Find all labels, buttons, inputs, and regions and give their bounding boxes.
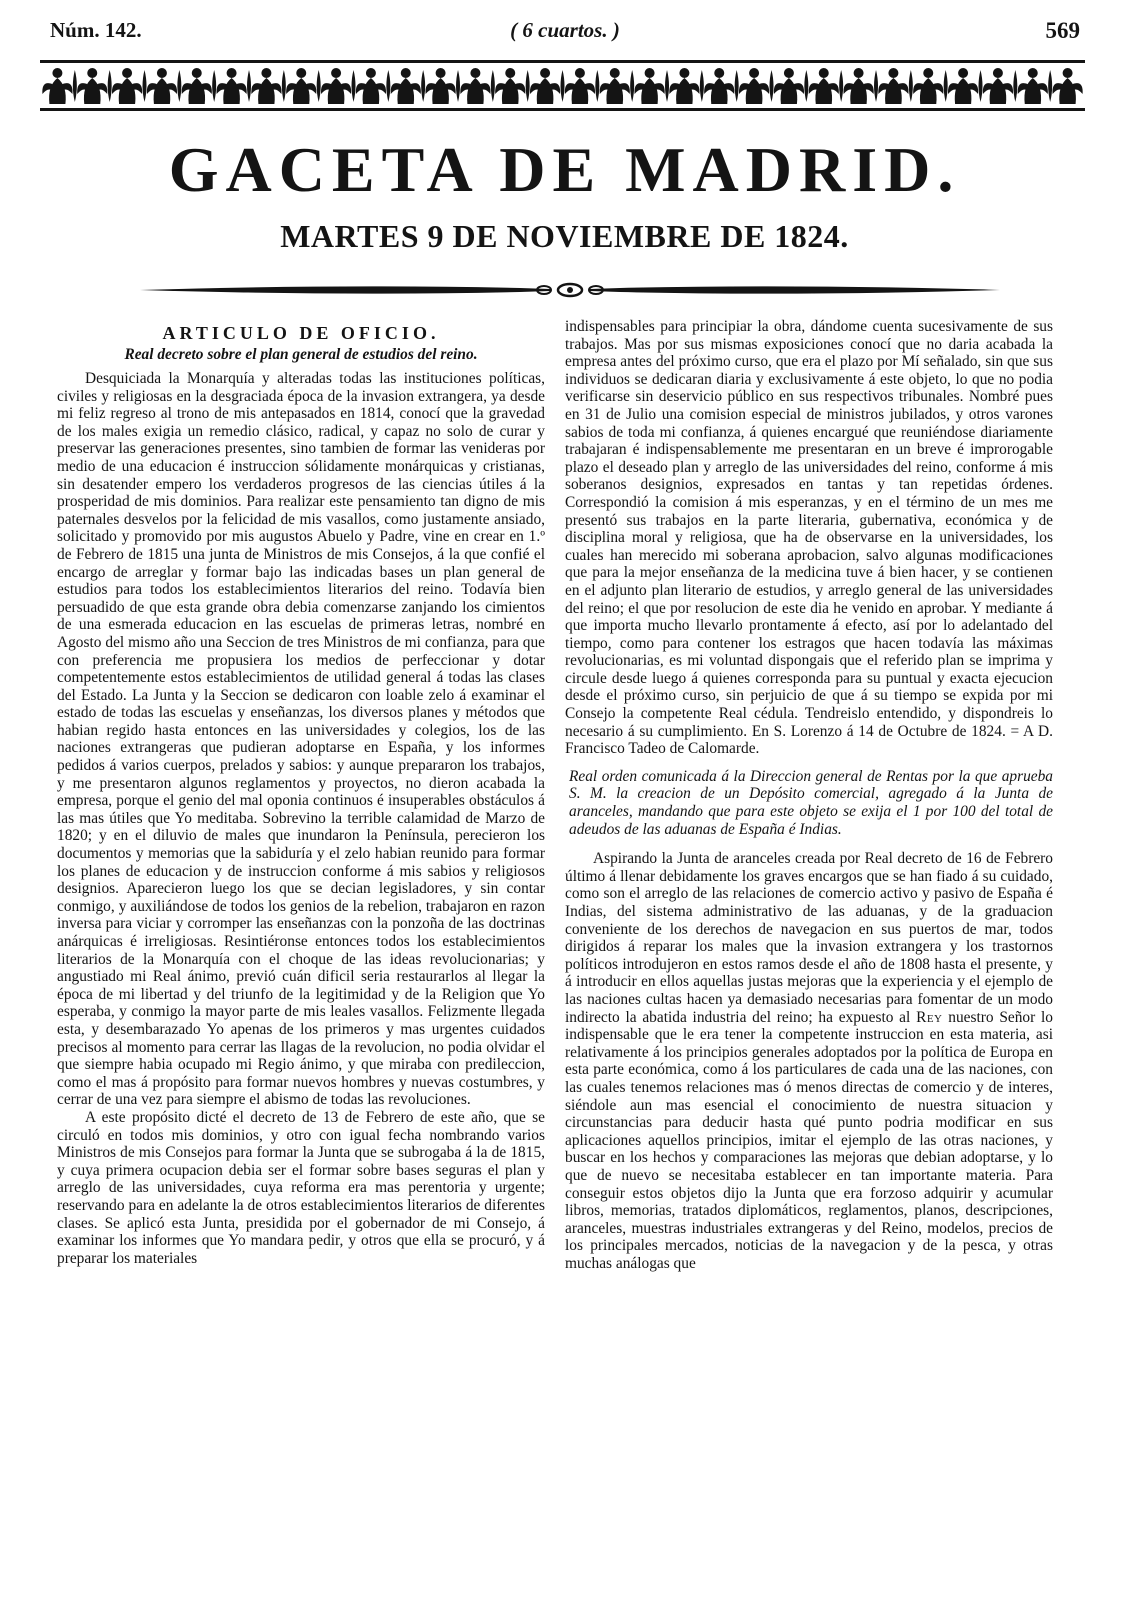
issue-price: ( 6 cuartos. ) — [510, 18, 620, 42]
ornament-motif — [1018, 68, 1053, 104]
decree-paragraph: A este propósito dicté el decreto de 13 de Febrero de este año, que se circuló en todos mis dominios, y otro con igual fecha nombrando varios Ministros de mis Consejos para formar la Junta que se subrogaba á la de 1815, y cuya primera ocupacion debia ser el formar sobre bases seguras el plan y arreglo de las universidades, cuya reforma era mas perentoria y urgente; reservando para en adelante la de otros establecimientos literarios de diferentes clases. Se aplicó esta Junta, presidida por el gobernador de mi Consejo, á examinar los informes que Yo mandara pedir, y otros que ella se procuró, y á preparar los materiales — [57, 1108, 545, 1267]
ornament-motif — [600, 68, 635, 104]
ornament-motif — [426, 68, 461, 104]
section-title: ARTICULO DE OFICIO. — [162, 323, 440, 343]
ornament-motif — [77, 68, 112, 104]
king-reference: Rey — [916, 1008, 943, 1026]
ornament-motif — [530, 68, 565, 104]
left-column — [57, 318, 545, 1267]
ornament-motif — [495, 68, 529, 104]
ornament-motif — [251, 68, 285, 104]
ornament-motif — [739, 68, 774, 104]
newspaper-title: GACETA DE MADRID. — [168, 134, 961, 205]
ornament-motif — [774, 68, 808, 104]
ornament-motif — [42, 68, 76, 104]
page-header — [50, 18, 1080, 48]
ornament-motif — [182, 68, 217, 104]
ornament-motif — [460, 68, 495, 104]
issue-number: Núm. 142. — [50, 18, 142, 42]
ornament-motif — [948, 68, 983, 104]
royal-order-paragraph — [565, 850, 1053, 1272]
ornament-motif — [635, 68, 670, 104]
decree-subtitle: Real decreto sobre el plan general de estudios del reino. — [124, 346, 478, 363]
ornament-motif — [704, 68, 739, 104]
ornament-motif — [878, 68, 912, 104]
ornament-motif — [809, 68, 844, 104]
ornament-motif — [356, 68, 391, 104]
decree-paragraph: Desquiciada la Monarquía y alteradas todas las instituciones políticas, civiles y religiosas en la desgraciada época de la invasion extrangera, ya desde mi feliz regreso al trono de mis antepasados en 1814, conocí que la gravedad de los males exigia un remedio clásico, radical, y capaz no solo de curar y preservar las generaciones presentes, sino tambien de formar las venideras por medio de una educacion é instruccion sólidamente monárquicas y cristianas, sin desatender empero los verdaderos progresos de las ciencias útiles á la prosperidad de mis dominios. Para realizar este pensamiento tan digno de mis paternales desvelos por la felicidad de mis vasallos, como justamente ansiado, solicitado y promovido por mis augustos Abuelo y Padre, vine en crear en 1.º de Febrero de 1815 una junta de Ministros de mis Consejos, á la que confié el encargo de arreglar y formar bajo las indicadas bases un plan general de estudios para todos los establecimientos literarios del reino. Todavía bien persuadido de que esta grande obra debia comenzarse zanjando los cimientos de una esmerada educacion en las escuelas de primeras letras, nombré en Agosto del mismo año una Seccion de tres Ministros de mi confianza, para que con preferencia me propusiera los medios de perfeccionar y dotar competentemente estos establecimientos de utilidad general á todas las clases del Estado. La Junta y la Seccion se dedicaron con loable zelo á examinar el estado de todas las escuelas y enseñanzas, los diversos planes y métodos que habian regido hasta entonces en las universidades y colegios, los de las naciones extrangeras que pudieran adoptarse en España, y los informes pedidos á varios cuerpos, prelados y sabios: y aunque prepararon los trabajos, y me presentaron algunos reglamentos y proyectos, no dieron acabada la empresa, porque el genio del mal oponia continuos é insuperables obstáculos á las mas útiles que Yo meditaba. Sobrevino la terrible calamidad de Marzo de 1820; y en el diluvio de males que inundaron la Península, perecieron los documentos y memorias que la sabiduría y el zelo habian reunido para formar los planes de educacion y de instruccion conforme á mis sabios y religiosos designios. Aparecieron luego los que se decian legisladores, y sin contar conmigo, y auxiliándose de todos los genios de la rebelion, trabajaron en razon inversa para viciar y corromper las enseñanzas con la ponzoña de las doctrinas anárquicas é irreligiosas. Resintiéronse entonces todos los establecimientos literarios de la Monarquía con el choque de las ideas revolucionarias; y angustiado mi Real ánimo, previó cuán dificil seria restaurarlos al llegar la época de mi libertad y del triunfo de la legitimidad y de la Religion que Yo esperaba, y conmigo la mayor parte de mis leales vasallos. Felizmente llegada esta, y desembarazado Yo apenas de los primeros y mas urgentes cuidados precisos al momento para cerrar las llagas de la revolucion, no podia olvidar el que siempre habia ocupado mi Regio ánimo, y que miraba con predileccion, como el mas á propósito para formar nuevos hombres y nuevas costumbres, y cerrar de una vez para siempre el abismo de todas las revoluciones. — [57, 370, 545, 1109]
ornament-motif — [217, 68, 252, 104]
ornament-motif — [669, 68, 703, 104]
royal-order-title-text: Real orden comunicada á la Direccion general de Rentas por la que aprueba S. M. la creacion de un Depósito comercial, agregado á la Junta de aranceles, mandando que para este objeto se exija el 1 por 100 del total de adeudos de las aduanas de España é Indias. — [569, 767, 1053, 838]
ornament-motif — [913, 68, 948, 104]
decree-continuation: indispensables para principiar la obra, dándome cuenta sucesivamente de sus trabajos. Mas por sus mismas exposiciones conocí que no daria acabada la empresa antes del próximo curso, que era el plazo por Mí señalado, sin que sus individuos se dedicaran diaria y exclusivamente á este objeto, lo que no podia verificarse sin deservicio público en sus respectivos tribunales. Nombré pues en 31 de Julio una comision especial de ministros jubilados, y otros varones sabios de toda mi confianza, á quienes encargué que reuniéndose diariamente trabajaran é indispensablemente me presentaran en un breve é improrogable plazo el deseado plan y arreglo de las universidades del reino, conforme á mis soberanos designios, expresados en tantas y tan repetidas órdenes. Correspondió la comision á mis esperanzas, y en el término de un mes me presentó sus trabajos en la parte literaria, gubernativa, económica y de disciplina moral y religiosa, que ha de observarse en la universidades, los cuales han merecido mi soberana aprobacion, salvo algunas modificaciones que para la mejor enseñanza de la medicina tuve á bien hacer, y se contienen en el adjunto plan literario de estudios, y arreglo general de las universidades del reino; el que por resolucion de este dia he venido en aprobar. Y mediante á que importa mucho llevarlo prontamente á efecto, así por lo adelantado del tiempo, como para contener los estragos que hacen todavía las máximas revolucionarias, es mi voluntad dispongais que el referido plan se imprima y circule desde luego á quienes corresponda para su puntual y exacta ejecucion desde el próximo curso, sin perjuicio de que á su tiempo se expida por mi Consejo la competente Real cédula. Tendreislo entendido, y dispondreis lo necesario á su cumplimiento. En S. Lorenzo á 14 de Octubre de 1824. = A D. Francisco Tadeo de Calomarde. — [565, 318, 1053, 758]
ornament-frieze-icon — [40, 58, 1085, 114]
ornament-rule-bottom — [40, 108, 1085, 111]
royal-order-text-start: Aspirando la Junta de aranceles creada por Real decreto de 16 de Febrero último á llenar debidamente los graves encargos que se han fiado á su cuidado, como son el arreglo de las relaciones de comercio activo y pasivo de España é Indias, del sistema administrativo de las aduanas, y de la graduacion conveniente de los derechos de navegacion en sus puertos de mar, todos dirigidos á reparar los males que la invasion extrangera y los trastornos políticos introdujeron en estos ramos desde el año de 1808 hasta el presente, y á introducir en ellos aquellas justas mejoras que la experiencia y el ejemplo de las naciones cultas hacen ya demasiado necesarias para fomentar de un modo indirecto la abatida industria del reino; ha expuesto al — [565, 850, 1053, 1026]
ornament-band — [40, 58, 1085, 114]
right-column — [565, 318, 1053, 1272]
ornament-motif — [147, 68, 182, 104]
royal-order-text-end: nuestro Señor lo indispensable que le era tener la competente instruccion en esta materia, asi relativamente á los principios generales adoptados por la política de Europa en esta parte económica, como á los particulares de cada una de las naciones, con las cuales tenemos relaciones mas ó menos directas de comercio y de interes, siéndole aun mas esencial el conocimiento de nuestra situacion y circunstancias para deducir hasta qué punto podria modificar en sus aplicaciones aquellos principios, imitar el ejemplo de las otras naciones, y buscar en los hechos y comparaciones las mejoras que debian adoptarse, y lo que de nuevo se necesitaba establecer en tan importante materia. Para conseguir estos objetos dijo la Junta que era forzoso adquirir y acumular libros, memorias, tratados diplomáticos, reglamentos, planos, descripciones, aranceles, muestras industriales extrangeras y del Reino, modelos, precios de los principales mercados, noticias de la navegacion y de la pesca, y otras muchas análogas que — [565, 1008, 1053, 1272]
ornament-motif — [844, 68, 879, 104]
ornament-motif — [983, 68, 1017, 104]
ornament-motif — [321, 68, 356, 104]
title-divider — [140, 278, 1000, 302]
ornament-rule-top — [40, 60, 1085, 63]
ornament-motif — [391, 68, 426, 104]
ornament-motif — [1053, 68, 1083, 104]
ornament-motif — [286, 68, 320, 104]
royal-order-title — [565, 768, 1053, 838]
issue-date: MARTES 9 DE NOVIEMBRE DE 1824. — [280, 218, 849, 254]
ornament-motif — [565, 68, 599, 104]
divider-ornament-icon — [140, 278, 1000, 302]
ornament-motif — [112, 68, 147, 104]
page-number: 569 — [1045, 18, 1080, 43]
